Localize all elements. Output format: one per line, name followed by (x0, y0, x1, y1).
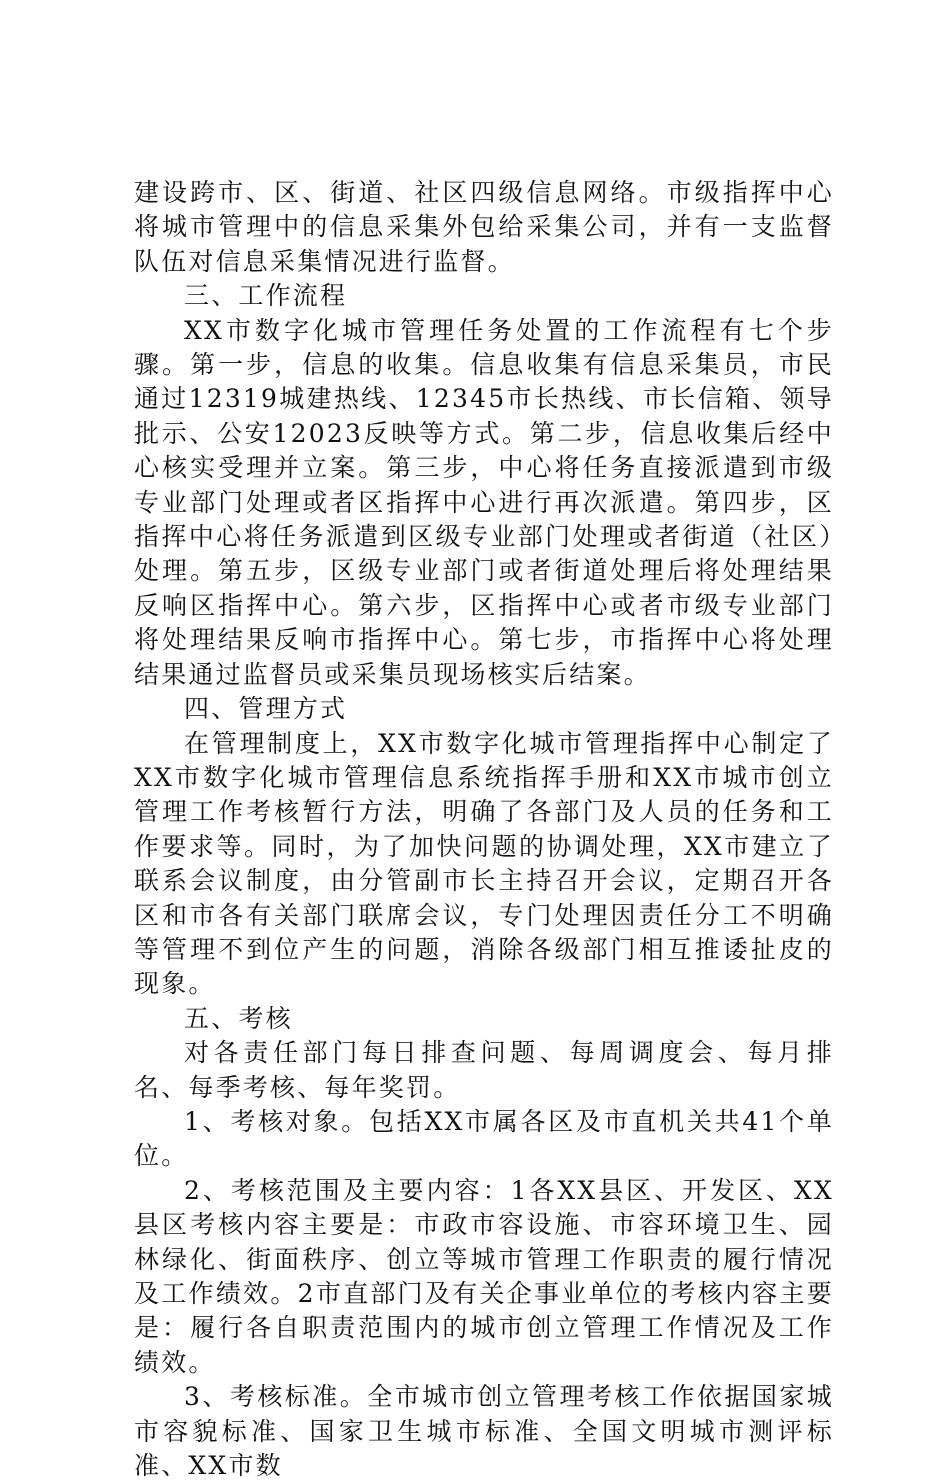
section-heading-workflow: 三、工作流程 (184, 281, 348, 311)
paragraph-assessment-intro: 对各责任部门每日排查问题、每周调度会、每月排名、每季考核、每年奖罚。 (134, 1038, 834, 1102)
paragraph-management: 在管理制度上，XX市数字化城市管理指挥中心制定了XX市数字化城市管理信息系统指挥手册和XX市城市创立管理工作考核暂行方法，明确了各部门及人员的任务和工作要求等。同时，为了加快问题的协调处理，XX市建立了联系会议制度，由分管副市长主持召开会议，定期召开各区和市各有关部门联席会议，专门处理因责任分工不明确等管理不到位产生的问题，消除各级部门相互推诿扯皮的现象。 (134, 728, 834, 999)
section-heading-assessment: 五、考核 (184, 1003, 293, 1033)
paragraph-intro: 建设跨市、区、街道、社区四级信息网络。市级指挥中心将城市管理中的信息采集外包给采集公司，并有一支监督队伍对信息采集情况进行监督。 (134, 178, 834, 276)
paragraph-workflow: XX市数字化城市管理任务处置的工作流程有七个步骤。第一步，信息的收集。信息收集有信息采集员，市民通过12319城建热线、12345市长热线、市长信箱、领导批示、公安12023反映等方式。第二步，信息收集后经中心核实受理并立案。第三步，中心将任务直接派遣到市级专业部门处理或者区指挥中心进行再次派遣。第四步，区指挥中心将任务派遣到区级专业部门处理或者街道（社区）处理。第五步，区级专业部门或者街道处理后将处理结果反响区指挥中心。第六步，区指挥中心或者市级专业部门将处理结果反响市指挥中心。第七步，市指挥中心将处理结果通过监督员或采集员现场核实后结案。 (134, 315, 834, 689)
section-heading-management: 四、管理方式 (184, 694, 348, 724)
paragraph-assessment-targets: 1、考核对象。包括XX市属各区及市直机关共41个单位。 (134, 1106, 834, 1171)
paragraph-assessment-standards: 3、考核标准。全市城市创立管理考核工作依据国家城市容貌标准、国家卫生城市标准、全国文明城市测评标准、XX市数 (134, 1382, 834, 1481)
document-body (134, 176, 834, 1483)
paragraph-assessment-scope: 2、考核范围及主要内容：1各XX县区、开发区、XX县区考核内容主要是：市政市容设施、市容环境卫生、园林绿化、街面秩序、创立等城市管理工作职责的履行情况及工作绩效。2市直部门及有关企事业单位的考核内容主要是：履行各自职责范围内的城市创立管理工作情况及工作绩效。 (134, 1175, 834, 1377)
